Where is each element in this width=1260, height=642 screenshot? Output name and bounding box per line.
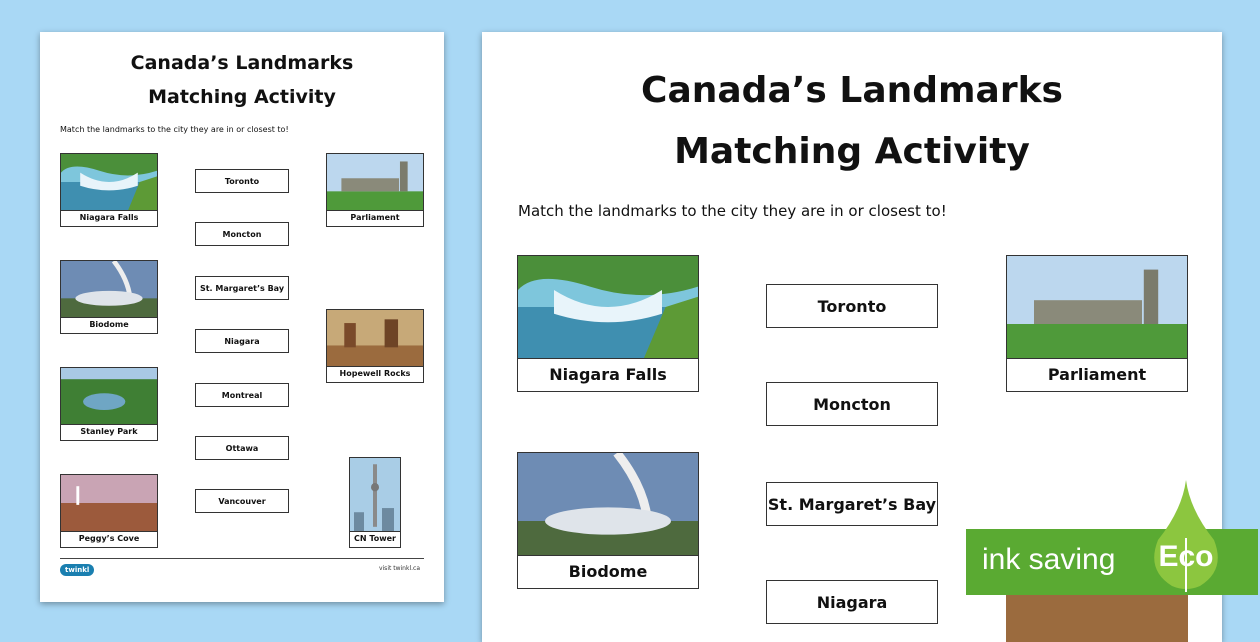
- preview-instruction: Match the landmarks to the city they are in or closest to!: [60, 125, 289, 134]
- leaf-drop-icon: [1150, 480, 1222, 592]
- city-box-st-margarets-bay: St. Margaret’s Bay: [766, 482, 938, 526]
- parliament-icon: [327, 154, 423, 211]
- city-box-toronto: Toronto: [195, 169, 289, 193]
- city-box-vancouver: Vancouver: [195, 489, 289, 513]
- landmark-card-hopewell-rocks: [326, 309, 424, 383]
- landmark-card-stanley-park: [60, 367, 158, 441]
- tower-icon: [350, 458, 400, 532]
- landmark-caption: Peggy’s Cove: [78, 534, 140, 543]
- zoom-title-line1: Canada’s Landmarks: [641, 70, 1063, 111]
- visit-text: visit twinkl.ca: [378, 565, 420, 572]
- landmark-caption: CN Tower: [353, 534, 396, 543]
- twinkl-logo: twinkl: [60, 564, 94, 576]
- landmark-caption: Stanley Park: [80, 427, 138, 436]
- worksheet-preview: [40, 32, 444, 602]
- landmark-caption: Parliament: [350, 213, 400, 222]
- city-box-st-margarets-bay: St. Margaret’s Bay: [195, 276, 289, 300]
- city-box-niagara: Niagara: [766, 580, 938, 624]
- landmark-card-peggys-cove: [60, 474, 158, 548]
- eco-label: Eco: [1158, 540, 1214, 573]
- ink-saving-label: ink saving: [982, 543, 1116, 576]
- park-icon: [61, 368, 157, 425]
- biodome-icon: [61, 261, 157, 318]
- landmark-caption: Hopewell Rocks: [339, 369, 411, 378]
- landmark-caption: Niagara Falls: [79, 213, 139, 222]
- city-box-toronto: Toronto: [766, 284, 938, 328]
- biodome-icon: [518, 453, 698, 556]
- city-box-moncton: Moncton: [766, 382, 938, 426]
- landmark-caption: Parliament: [1047, 364, 1147, 384]
- landmark-card-biodome: [60, 260, 158, 334]
- zoom-instruction: Match the landmarks to the city they are in or closest to!: [518, 202, 947, 220]
- landmark-card-parliament: [326, 153, 424, 227]
- waterfall-icon: [61, 154, 157, 211]
- preview-title-line2: Matching Activity: [148, 86, 336, 108]
- city-box-ottawa: Ottawa: [195, 436, 289, 460]
- landmark-card-niagara-falls: [517, 255, 699, 392]
- landmark-caption: Biodome: [568, 561, 648, 581]
- landmark-caption: Niagara Falls: [549, 364, 667, 384]
- city-box-montreal: Montreal: [195, 383, 289, 407]
- landmark-caption: Biodome: [89, 320, 129, 329]
- cove-icon: [61, 475, 157, 532]
- landmark-card-cn-tower: [349, 457, 401, 548]
- footer-divider: [60, 558, 424, 559]
- landmark-card-niagara-falls: [60, 153, 158, 227]
- city-box-moncton: Moncton: [195, 222, 289, 246]
- preview-title-line1: Canada’s Landmarks: [130, 52, 354, 74]
- rocks-icon: [1006, 592, 1188, 642]
- zoom-title-line2: Matching Activity: [674, 131, 1030, 172]
- rocks-icon: [327, 310, 423, 367]
- waterfall-icon: [518, 256, 698, 359]
- landmark-card-biodome: [517, 452, 699, 589]
- city-box-niagara: Niagara: [195, 329, 289, 353]
- parliament-icon: [1007, 256, 1187, 359]
- landmark-card-parliament: [1006, 255, 1188, 392]
